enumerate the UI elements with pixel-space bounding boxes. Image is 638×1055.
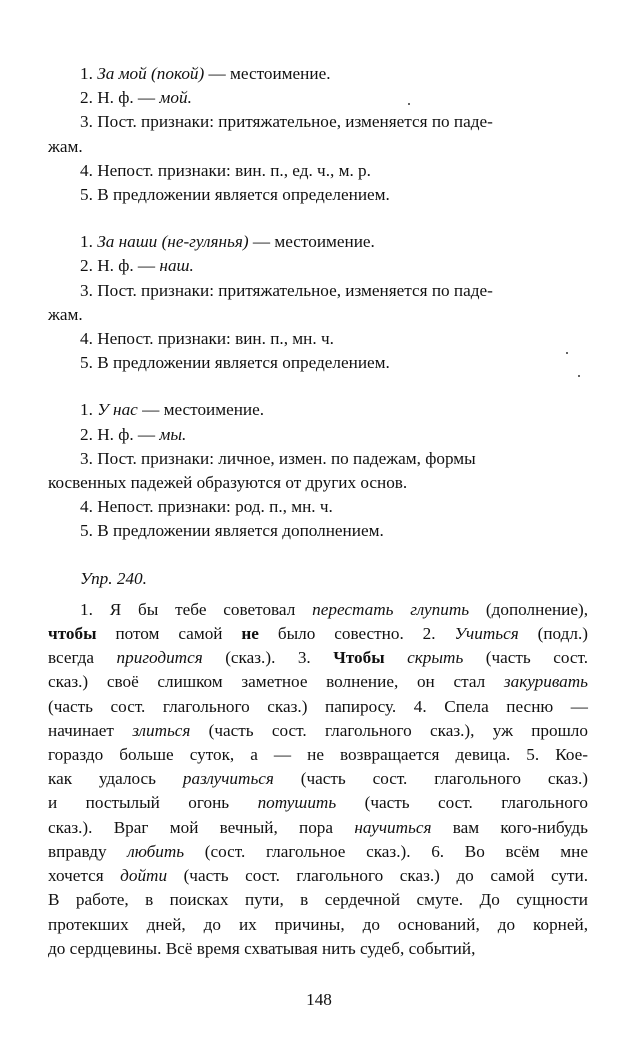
bold-term: не [241, 624, 259, 644]
line-text: (часть сост. глагольного сказ.) [273, 769, 589, 789]
line-text: 2. Н. ф. — [80, 424, 160, 444]
line-text: 3. Пост. признаки: притяжательное, изменяется по паде- [80, 280, 493, 300]
bold-term: Чтобы [333, 648, 385, 668]
exercise-line [48, 719, 588, 743]
line-text: 3. Пост. признаки: притяжательное, изменяется по паде- [80, 112, 493, 132]
answer-block [48, 62, 588, 207]
italic-term: За мой (покой) [97, 64, 205, 83]
answer-block [48, 230, 588, 375]
scan-speck [566, 352, 568, 354]
line-text: 1. [80, 400, 98, 420]
italic-term: наш. [159, 256, 194, 276]
text-line [48, 86, 588, 110]
line-text: 1. Я бы тебе советовал [80, 599, 313, 619]
italic-term: скрыть [407, 648, 464, 668]
line-text: как удалось [48, 769, 183, 789]
line-text: 5. В предложении является определением. [80, 185, 390, 205]
line-text: косвенных падежей образуются от других основ. [48, 473, 408, 493]
line-text: 4. Непост. признаки: род. п., мн. ч. [80, 497, 333, 517]
line-text: жам. [48, 136, 83, 156]
line-text: 2. Н. ф. — [80, 256, 160, 276]
exercise-line [48, 670, 588, 694]
italic-term: У нас [97, 400, 138, 420]
line-text: всегда [48, 648, 117, 668]
line-text: 5. В предложении является определением. [80, 353, 390, 373]
text-line [48, 110, 588, 134]
exercise-heading-text: Упр. 240. [80, 568, 147, 588]
line-text: — местоимение. [204, 64, 331, 83]
text-line [48, 254, 588, 278]
exercise-line [48, 888, 588, 912]
line-text: и постылый огонь [48, 793, 258, 813]
line-text: 3. Пост. признаки: личное, измен. по падежам, формы [80, 448, 476, 468]
line-text: потом самой [96, 624, 242, 644]
line-text: (подл.) [518, 624, 588, 644]
scan-speck [408, 103, 410, 105]
line-text: протекших дней, до их причины, до оснований, до корней, [48, 914, 588, 934]
italic-term: мы. [159, 424, 187, 444]
exercise-heading [48, 567, 588, 591]
line-text: — местоимение. [137, 400, 265, 420]
exercise-line [48, 767, 588, 791]
answer-blocks [48, 62, 588, 544]
line-text: 1. [80, 64, 98, 83]
line-text: (часть сост. глагольного сказ.) до самой сути. [167, 866, 588, 886]
text-line [48, 447, 588, 471]
line-text: сказ.) своё слишком заметное волнение, он стал [48, 672, 504, 692]
text-line [48, 303, 588, 327]
exercise-line [48, 646, 588, 670]
line-text: 2. Н. ф. — [80, 88, 160, 108]
line-text: вам кого-нибудь [431, 817, 588, 837]
text-line [48, 423, 588, 447]
exercise-line [48, 937, 588, 961]
exercise-line [48, 743, 588, 767]
text-line [48, 471, 588, 495]
line-text: 4. Непост. признаки: вин. п., ед. ч., м. р. [80, 160, 371, 180]
exercise-line [48, 913, 588, 937]
text-line [48, 495, 588, 519]
line-text: (дополнение), [469, 599, 588, 619]
italic-term: Учиться [454, 624, 519, 644]
italic-term: научиться [354, 817, 432, 837]
text-line [48, 230, 588, 254]
exercise-line [48, 791, 588, 815]
line-text: до сердцевины. Всё время схватывая нить судеб, событий, [48, 938, 476, 958]
page-body [48, 62, 588, 961]
line-text [385, 648, 407, 667]
line-text: — местоимение. [248, 232, 375, 252]
exercise-line [48, 840, 588, 864]
line-text: хочется [48, 866, 121, 886]
line-text: (сост. глагольное сказ.). 6. Во всём мне [184, 841, 589, 861]
line-text: (часть сост. глагольного [336, 793, 589, 813]
answer-block [48, 398, 588, 543]
line-text: (часть сост. глагольного сказ.), уж прошло [190, 720, 588, 740]
italic-term: потушить [257, 793, 337, 813]
exercise-section [48, 567, 588, 961]
exercise-line [48, 598, 588, 622]
italic-term: дойти [120, 866, 168, 886]
line-text: 4. Непост. признаки: вин. п., мн. ч. [80, 329, 334, 349]
text-line [48, 398, 588, 422]
text-line [48, 159, 588, 183]
line-text: сказ.). Враг мой вечный, пора [48, 817, 355, 837]
italic-term: мой. [159, 88, 192, 108]
line-text: начинает [48, 720, 133, 740]
bold-term: чтобы [48, 624, 97, 644]
line-text: гораздо больше суток, а — не возвращается девица. 5. Кое- [48, 745, 588, 765]
line-text: 1. [80, 232, 98, 252]
line-text: (часть сост. [463, 648, 588, 668]
text-line [48, 135, 588, 159]
text-line [48, 351, 588, 375]
exercise-line [48, 622, 588, 646]
exercise-line [48, 695, 588, 719]
italic-term: закуривать [503, 672, 588, 692]
italic-term: злиться [132, 720, 191, 740]
exercise-line [48, 816, 588, 840]
exercise-text [48, 598, 588, 961]
scan-speck [578, 375, 580, 377]
page-number: 148 [306, 990, 332, 1009]
italic-term: любить [127, 841, 185, 861]
italic-term: пригодится [116, 648, 203, 668]
text-line [48, 183, 588, 207]
text-line [48, 279, 588, 303]
text-line [48, 62, 588, 86]
text-line [48, 519, 588, 543]
text-line [48, 327, 588, 351]
italic-term: перестать глупить [312, 599, 470, 619]
exercise-line [48, 864, 588, 888]
line-text: жам. [48, 304, 83, 324]
italic-term: За наши (не-гулянья) [97, 232, 249, 252]
line-text: В работе, в поисках пути, в сердечной смуте. До сущности [48, 890, 588, 910]
line-text: 5. В предложении является дополнением. [80, 521, 384, 541]
line-text: было совестно. 2. [258, 624, 455, 644]
italic-term: разлучиться [182, 769, 274, 789]
line-text: (сказ.). 3. [202, 648, 334, 668]
line-text: вправду [48, 841, 128, 861]
line-text: (часть сост. глагольного сказ.) папиросу. 4. Спела песню — [48, 696, 588, 716]
